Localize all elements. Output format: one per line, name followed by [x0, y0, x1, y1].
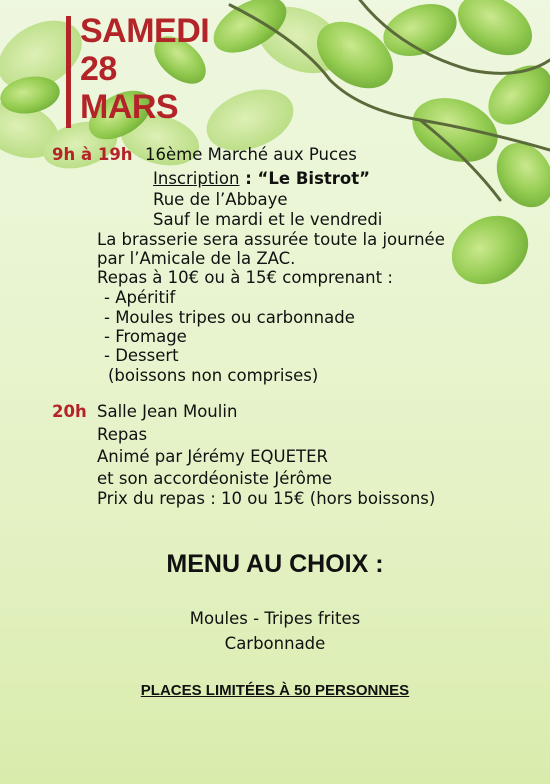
- meal-price: Repas à 10€ ou à 15€ comprenant :: [97, 268, 393, 287]
- date-accent-bar: [66, 16, 71, 128]
- menu-option-1: Moules - Tripes frites: [189, 609, 361, 628]
- drinks-note: (boissons non comprises): [108, 366, 319, 385]
- inscription-separator: :: [239, 169, 258, 188]
- date-day-number: 28: [80, 50, 117, 88]
- menu-title: MENU AU CHOIX :: [166, 550, 384, 578]
- inscription-line: [153, 169, 370, 189]
- date-month: MARS: [80, 88, 179, 126]
- menu-item: - Moules tripes ou carbonnade: [104, 308, 355, 327]
- evening-line: Salle Jean Moulin: [97, 402, 238, 421]
- brasserie-line-2: par l’Amicale de la ZAC.: [97, 249, 296, 268]
- date-day-name: SAMEDI: [80, 12, 210, 50]
- menu-item: - Apéritif: [104, 288, 176, 307]
- address: Rue de l’Abbaye: [153, 190, 288, 209]
- brasserie-line-1: La brasserie sera assurée toute la journée: [97, 230, 445, 249]
- evening-line: et son accordéoniste Jérôme: [97, 469, 333, 488]
- flea-market-title: 16ème Marché aux Puces: [145, 145, 357, 164]
- evening-line: Repas: [97, 425, 148, 444]
- evening-line: Prix du repas : 10 ou 15€ (hors boissons): [97, 489, 436, 508]
- event-date: [80, 12, 209, 126]
- menu-item: - Fromage: [104, 327, 187, 346]
- inscription-label: Inscription: [153, 169, 240, 188]
- evening-line: Animé par Jérémy EQUETER: [97, 447, 328, 466]
- menu-item: - Dessert: [104, 346, 179, 365]
- limited-places-notice: PLACES LIMITÉES À 50 PERSONNES: [140, 682, 410, 699]
- closed-days: Sauf le mardi et le vendredi: [153, 210, 383, 229]
- inscription-place: “Le Bistrot”: [257, 169, 370, 188]
- morning-time: 9h à 19h: [52, 145, 133, 164]
- evening-time: 20h: [52, 402, 87, 421]
- menu-option-2: Carbonnade: [224, 634, 326, 653]
